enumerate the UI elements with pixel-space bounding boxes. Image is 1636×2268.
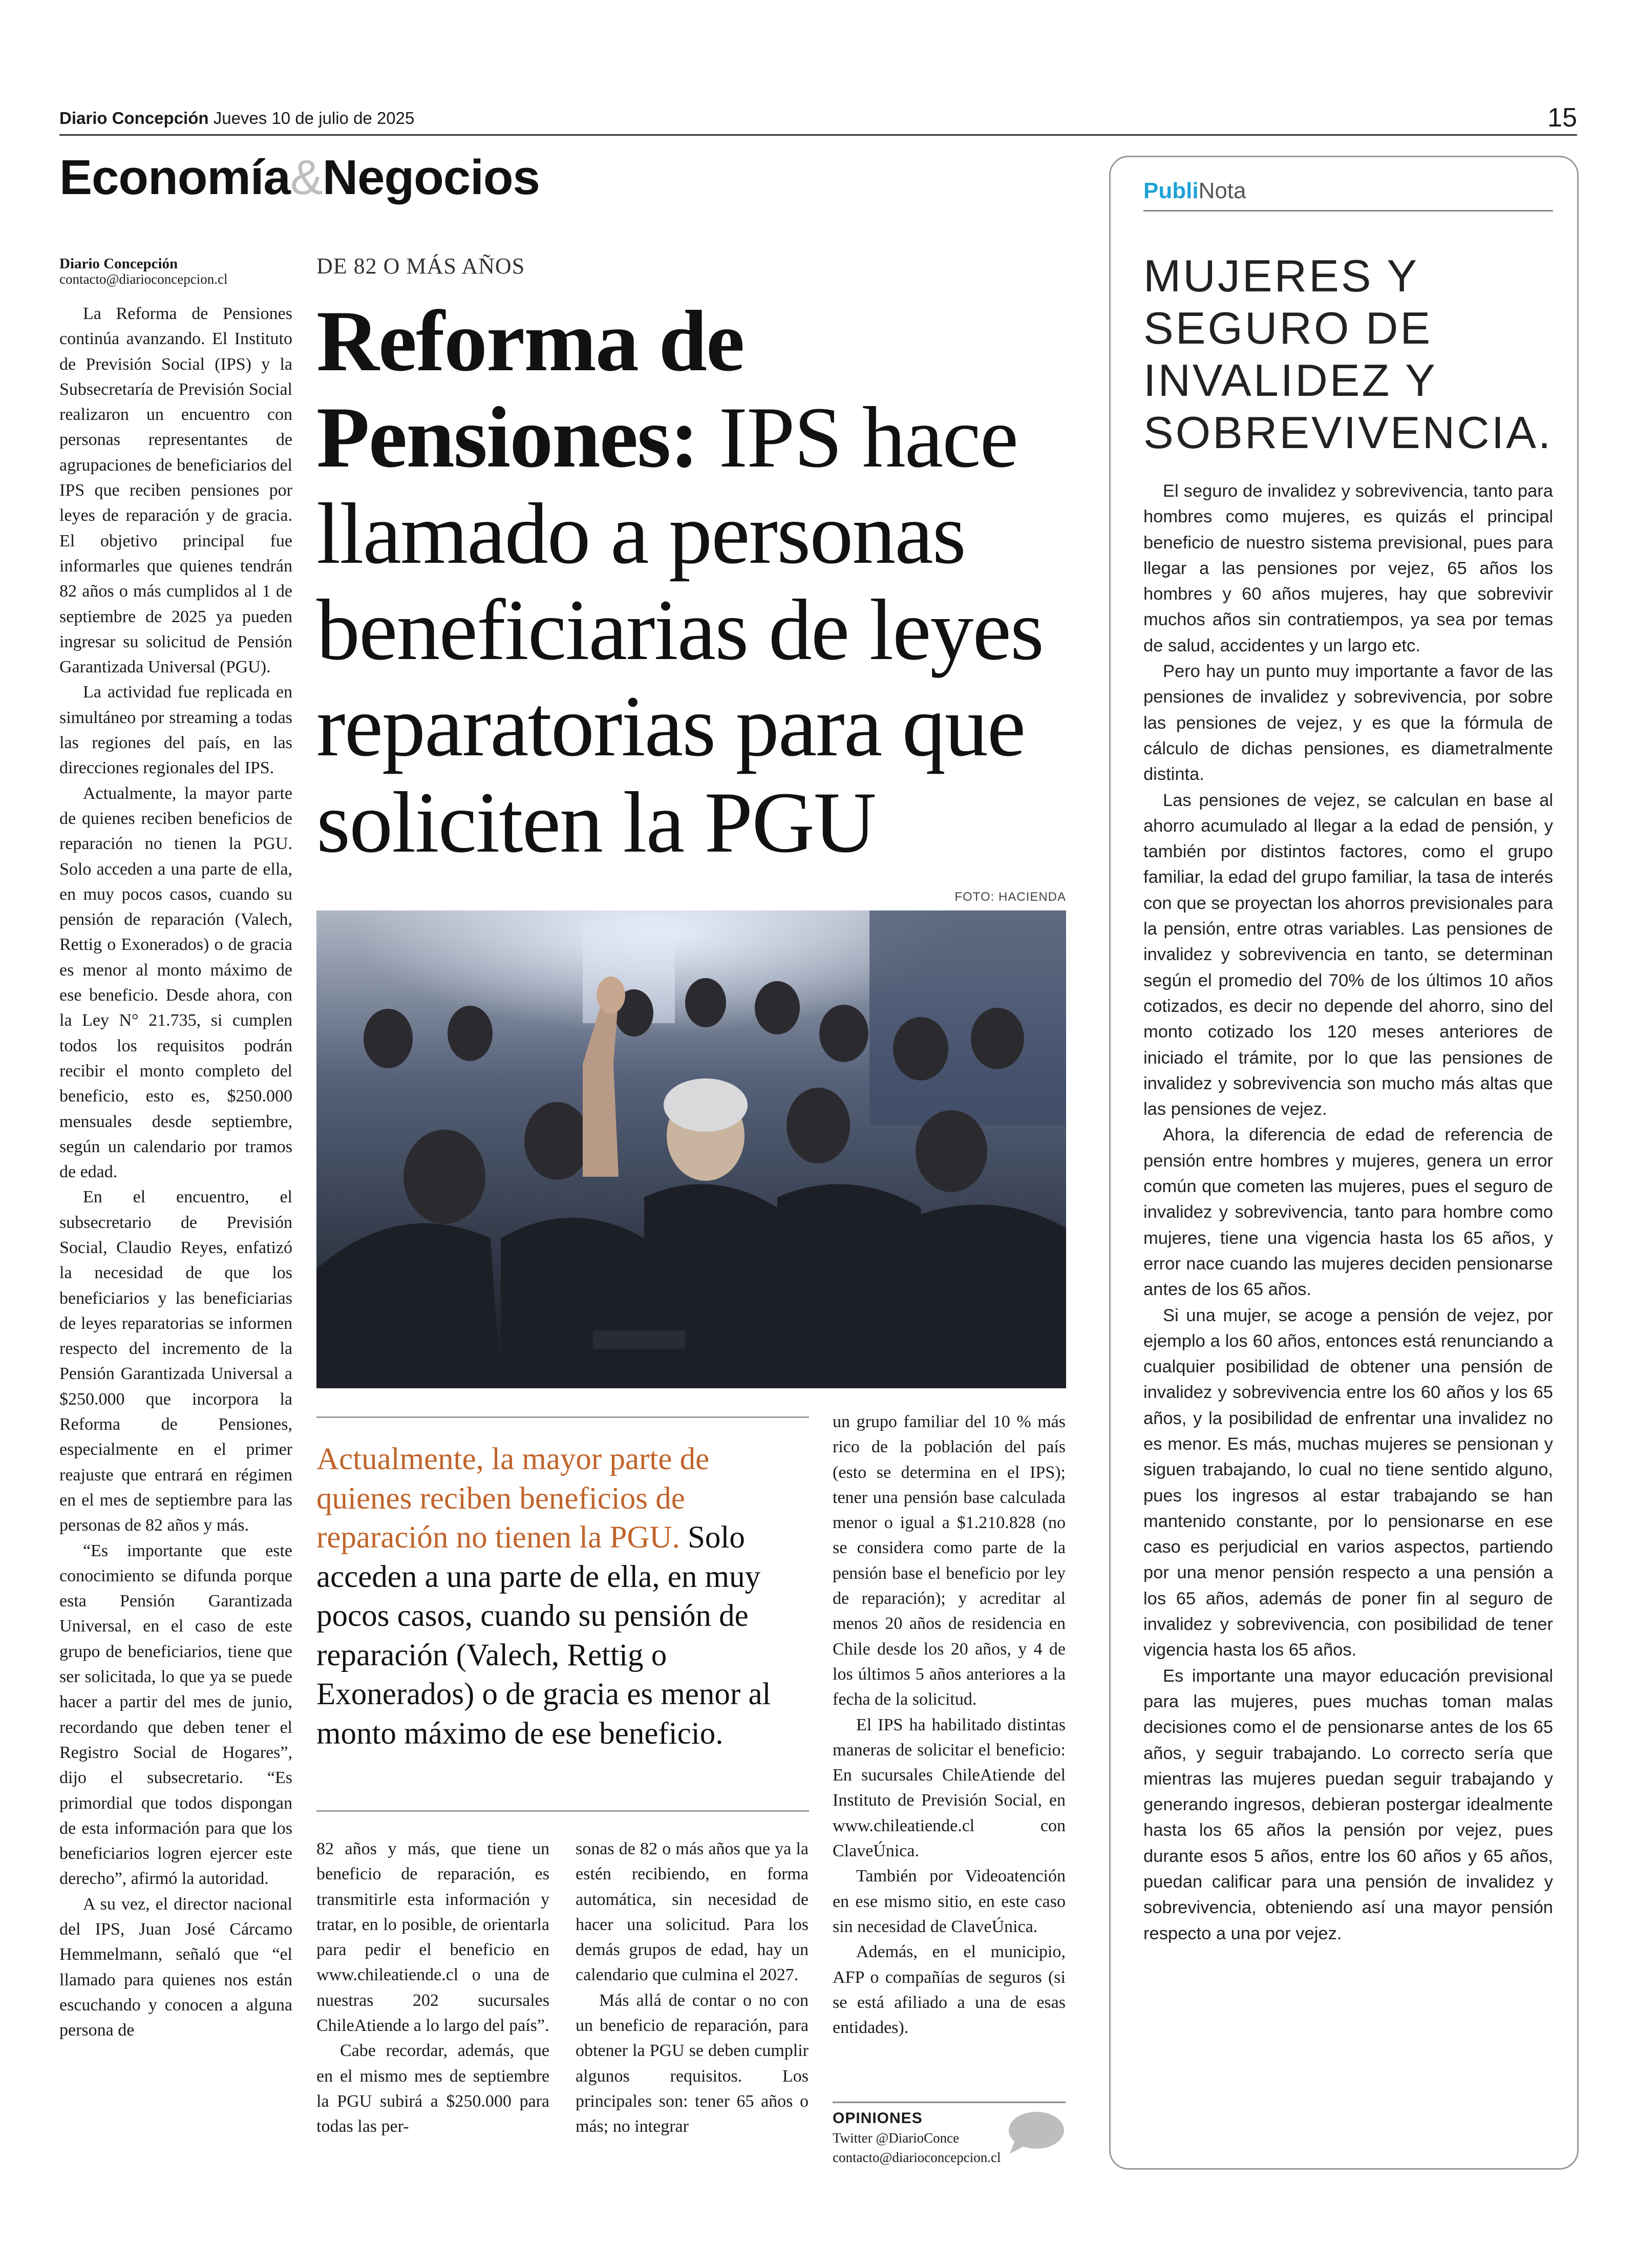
audience-photo-illustration [316, 910, 1066, 1388]
paragraph: En el encuentro, el subsecretario de Previsión Social, Claudio Reyes, enfatizó la necesidad de que los beneficiarios y las beneficiarias de leyes reparatorias se informen respecto del incremento de la Pensión Garantizada Universal a $250.000 que incorpora la Reforma de Pensiones, especialmente en el primer reajuste que entrará en régimen en el mes de septiembre para las personas de 82 años y más. [59, 1188, 292, 1535]
paragraph: un grupo familiar del 10 % más rico de la población del país (esto se determina en el IPS); tener una pensión base calculada menor o igual a $1.210.828 (no se considera como parte de la pensión base el beneficio por ley de reparación); y acreditar al menos 20 años de residencia en Chile desde los 20 años, y 4 de los últimos 5 años anteriores a la fecha de la solicitud. [833, 1412, 1066, 1709]
article-headline [316, 293, 1095, 871]
paragraph: Actualmente, la mayor parte de quienes reciben beneficios de reparación no tienen la PGU. Solo acceden a una parte de ella, en muy pocos casos, cuando su pensión de reparación (Valech, Rettig o Exonerados) o de gracia es menor al monto máximo de ese beneficio. Desde ahora, con la Ley N° 21.735, si cumplen todos los requisitos podrán recibir el monto completo del beneficio, esto es, $250.000 mensuales desde septiembre, según un calendario por tramos de edad. [59, 783, 292, 1182]
paragraph: Cabe recordar, además, que en el mismo mes de septiembre la PGU subirá a $250.000 para todas las per- [316, 2041, 549, 2136]
paragraph: También por Videoatención en ese mismo sitio, en este caso sin necesidad de ClaveÚnica. [833, 1867, 1066, 1936]
paragraph: Más allá de contar o no con un beneficio de reparación, para obtener la PGU se deben cumplir algunos requisitos. Los principales son: tener 65 años o más; no integrar [576, 1990, 809, 2136]
paragraph: Además, en el municipio, AFP o compañías de seguros (si se está afiliado a una de esas entidades). [833, 1942, 1066, 2038]
section-ampersand: & [290, 150, 323, 205]
paragraph: A su vez, el director nacional del IPS, Juan José Cárcamo Hemmelmann, señaló que “el llamado para quienes nos están escuchando y conocen a alguna persona de [59, 1894, 292, 2040]
publinota-rule [1143, 210, 1553, 211]
article-column-1 [59, 301, 292, 2043]
paragraph: “Es importante que este conocimiento se difunda porque esta Pensión Garantizada Universal, en el caso de este grupo de beneficiarios, tiene que ser solicitada, lo que ya se puede hacer a partir del mes de junio, recordando que deben tener el Registro Social de Hogares”, dijo el subsecretario. “Es primordial que todos dispongan de esta información para que los beneficiarios logren ejercer este derecho”, afirmó la autoridad. [59, 1541, 292, 1889]
pull-quote-top-rule [316, 1416, 809, 1418]
paragraph: Si una mujer, se acoge a pensión de vejez, por ejemplo a los 60 años, entonces está renunciando a cualquier posibilidad de obtener una pensión de invalidez y sobrevivencia entre los 60 años y los 65 años, y la posibilidad de enfrentar una invalidez no es menor. Es más, muchas mujeres se pensionan y siguen trabajando, lo cual no tiene sentido alguno, pues los ingresos al estar trabajando se han mantenido constante, por lo pensionarse en ese caso es perjudicial en varios aspectos, partiendo por una menor pensión respecto a una pensión a los 65 años, además de poner fin al seguro de invalidez y sobrevivencia, con posibilidad de tener vigencia hasta los 65 años. [1143, 1305, 1553, 1660]
paragraph: La actividad fue replicada en simultáneo por streaming a todas las regiones del país, en las direcciones regionales del IPS. [59, 683, 292, 778]
headline-bold: Reforma de Pensiones: [316, 293, 744, 485]
opiniones-twitter: Twitter @DiarioConce [833, 2130, 960, 2146]
publinota-body [1143, 478, 1553, 1946]
paragraph: El seguro de invalidez y sobrevivencia, tanto para hombres como mujeres, es quizás el principal beneficio de nuestro sistema previsional, pues para llegar a las pensiones por vejez, 65 años los hombres y 60 años mujeres, hay que sobrevivir muchos años sin contratiempos, ya sea por temas de salud, accidentes y un largo etc. [1143, 481, 1553, 655]
publinota-label: PubliNota [1143, 178, 1246, 203]
article-kicker: DE 82 O MÁS AÑOS [316, 253, 525, 279]
byline [59, 256, 295, 287]
pull-quote-highlight: Actualmente, la mayor parte de quienes reciben beneficios de reparación no tienen la PGU. [316, 1442, 710, 1555]
paragraph: Las pensiones de vejez, se calculan en base al ahorro acumulado al llegar a la edad de pensión, y también por distintos factores, como el grupo familiar, la edad del grupo familiar, la tasa de interés con que se proyectan los ahorros previsionales para la pensión, entre otras variables. Las pensiones de invalidez y sobrevivencia en tanto, se determinan según el promedio del 70% de los últimos 10 años cotizados, es decir no depende del ahorro, sino del monto cotizado los 120 meses anteriores de iniciado el trámite, por lo que las pensiones de invalidez y sobrevivencia son mucho más altas que las pensiones de vejez. [1143, 790, 1553, 1119]
byline-name: Diario Concepción [59, 256, 178, 272]
paragraph: Pero hay un punto muy importante a favor de las pensiones de invalidez y sobrevivencia, por sobre las pensiones de vejez, y es que la fórmula de cálculo de dichas pensiones, es diametralmente distinta. [1143, 662, 1553, 785]
pull-quote-bottom-rule [316, 1810, 809, 1812]
paragraph: La Reforma de Pensiones continúa avanzando. El Instituto de Previsión Social (IPS) y la Subsecretaría de Previsión Social realizaron un encuentro con personas representantes de agrupaciones de beneficiarios del IPS que reciben pensiones por leyes de reparación y de gracia. El objetivo principal fue informarles que quienes tendrán 82 años o más cumplidos al 1 de septiembre de 2025 ya pueden ingresar su solicitud de Pensión Garantizada Universal (PGU). [59, 304, 292, 677]
speech-bubble-icon [1005, 2109, 1066, 2155]
paragraph: Es importante una mayor educación previsional para las mujeres, pues muchas toman malas decisiones como el de pensionarse antes de los 65 años, y seguir trabajando. Lo correcto sería que mientras las mujeres puedan seguir trabajando y generando ingresos, debieran postergar idealmente hasta los 65 años la pensión por vejez, pues durante esos 5 años, entre los 60 años y 65 años, puedan calificar para una pensión de invalidez y sobrevivencia, obteniendo así una mayor pensión respecto a una por vejez. [1143, 1666, 1553, 1943]
article-photo [316, 910, 1066, 1388]
pull-quote [316, 1440, 809, 1753]
article-column-3 [576, 1836, 809, 2139]
article-column-2 [316, 1836, 549, 2139]
article-column-4 [833, 1409, 1066, 2040]
opiniones-email: contacto@diarioconcepcion.cl [833, 2150, 1001, 2165]
issue-date: Jueves 10 de julio de 2025 [213, 109, 415, 128]
publinota-title: MUJERES Y SEGURO DE INVALIDEZ Y SOBREVIVENCIA. [1143, 250, 1553, 458]
section-title: Economía&Negocios [59, 150, 540, 205]
pull-quote-rest: Solo acceden a una parte de ella, en muy pocos casos, cuando su pensión de reparación (Valech, Rettig o Exonerados) o de gracia es menor al monto máximo de ese beneficio. [316, 1520, 771, 1751]
opiniones-rule [833, 2102, 1066, 2103]
paragraph: 82 años y más, que tiene un beneficio de reparación, es transmitirle esta información y tratar, en lo posible, de orientarla para pedir el beneficio en www.chileatiende.cl o una de nuestras 202 sucursales ChileAtiende a lo largo del país”. [316, 1839, 549, 2036]
header-divider [59, 134, 1577, 136]
opiniones-title: OPINIONES [833, 2110, 923, 2127]
paragraph: sonas de 82 o más años que ya la estén recibiendo, en forma automática, sin necesidad de hacer una solicitud. Para los demás grupos de edad, hay un calendario que culmina el 2027. [576, 1839, 809, 1985]
photo-credit: FOTO: HACIENDA [954, 890, 1066, 904]
newspaper-name: Diario Concepción [59, 109, 209, 128]
headline-rest: IPS hace llamado a personas beneficiarias de leyes reparatorias para que soliciten la PGU [316, 389, 1044, 871]
page-number: 15 [1547, 103, 1577, 133]
paragraph: El IPS ha habilitado distintas maneras de solicitar el beneficio: En sucursales ChileAtiende del Instituto de Previsión Social, en www.chileatiende.cl con ClaveÚnica. [833, 1715, 1066, 1861]
page-header [59, 109, 414, 128]
paragraph: Ahora, la diferencia de edad de referencia de pensión entre hombres y mujeres, genera un error común que cometen las mujeres, pues el seguro de invalidez y sobrevivencia, tanto para hombre como mujeres, tiene una vigencia hasta los 65 años, y error nace cuando las mujeres deciden pensionarse antes de los 65 años. [1143, 1125, 1553, 1300]
byline-email: contacto@diarioconcepcion.cl [59, 271, 228, 287]
